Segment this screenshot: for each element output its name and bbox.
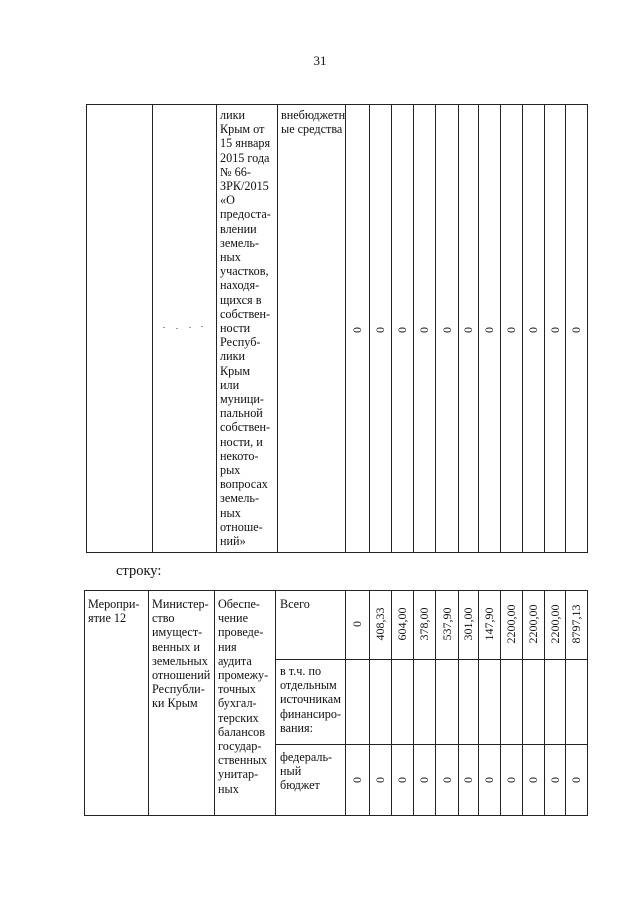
extrabudget-value-4: 0 [417, 327, 431, 333]
federal-value-3: 0 [395, 777, 409, 783]
row-federal-budget-label: федераль- ный бюджет [280, 750, 333, 793]
extrabudget-value-9: 0 [526, 327, 540, 333]
total-value-2: 408,33 [373, 607, 387, 641]
instruction-text: строку: [116, 563, 162, 579]
federal-value-1: 0 [350, 777, 364, 783]
total-value-7: 147,90 [482, 607, 496, 641]
federal-value-5: 0 [439, 777, 454, 783]
extrabudget-value-3: 0 [395, 327, 409, 333]
total-value-4: 378,00 [417, 607, 431, 641]
activity-number: Меропри- ятие 12 [88, 597, 140, 626]
federal-value-4: 0 [417, 777, 431, 783]
row-total-label: Всего [280, 597, 310, 611]
extrabudget-value-5: 0 [439, 327, 454, 333]
federal-value-8: 0 [504, 777, 518, 783]
extrabudget-value-8: 0 [504, 327, 518, 333]
extrabudget-value-6: 0 [461, 327, 475, 333]
activity-description: Обеспе- чение проведе- ния аудита промежу- точных бухгал- терских балансов государ- ственных унитар- ных [218, 597, 269, 796]
extrabudget-value-1: 0 [350, 327, 364, 333]
federal-value-7: 0 [482, 777, 496, 783]
federal-value-9: 0 [526, 777, 540, 783]
extrabudget-value-2: 0 [373, 327, 387, 333]
total-value-6: 301,00 [461, 607, 475, 641]
federal-value-2: 0 [373, 777, 387, 783]
responsible-executor: Министер- ство имущест- венных и земельных отношений Республи- ки Крым [152, 597, 211, 711]
total-value-10: 2200,00 [547, 604, 562, 644]
total-value-3: 604,00 [395, 607, 409, 641]
federal-value-11: 0 [569, 777, 583, 783]
total-value-5: 537,90 [439, 607, 454, 641]
total-value-9: 2200,00 [526, 604, 540, 644]
legal-basis-text: лики Крым от 15 января 2015 года № 66- ЗРК/2015 «О предоста- влении земель- ных участков, находя- щихся в собствен- ности Респуб- лики Крым или муници- пальной собствен- ности, и некото- рых вопросах земель- ных отноше- ний» [220, 108, 271, 549]
funding-source-label: внебюджетн ые средства [281, 108, 346, 137]
federal-value-6: 0 [461, 777, 475, 783]
page-number: 31 [313, 53, 327, 68]
total-value-1: 0 [350, 621, 364, 627]
federal-value-10: 0 [547, 777, 562, 783]
extrabudget-value-7: 0 [482, 327, 496, 333]
total-value-8: 2200,00 [504, 604, 518, 644]
extrabudget-value-11: 0 [569, 327, 583, 333]
row-sources-label: в т.ч. по отдельным источникам финансиро- вания: [280, 664, 342, 735]
extrabudget-value-10: 0 [547, 327, 562, 333]
total-value-11: 8797,13 [569, 604, 583, 644]
